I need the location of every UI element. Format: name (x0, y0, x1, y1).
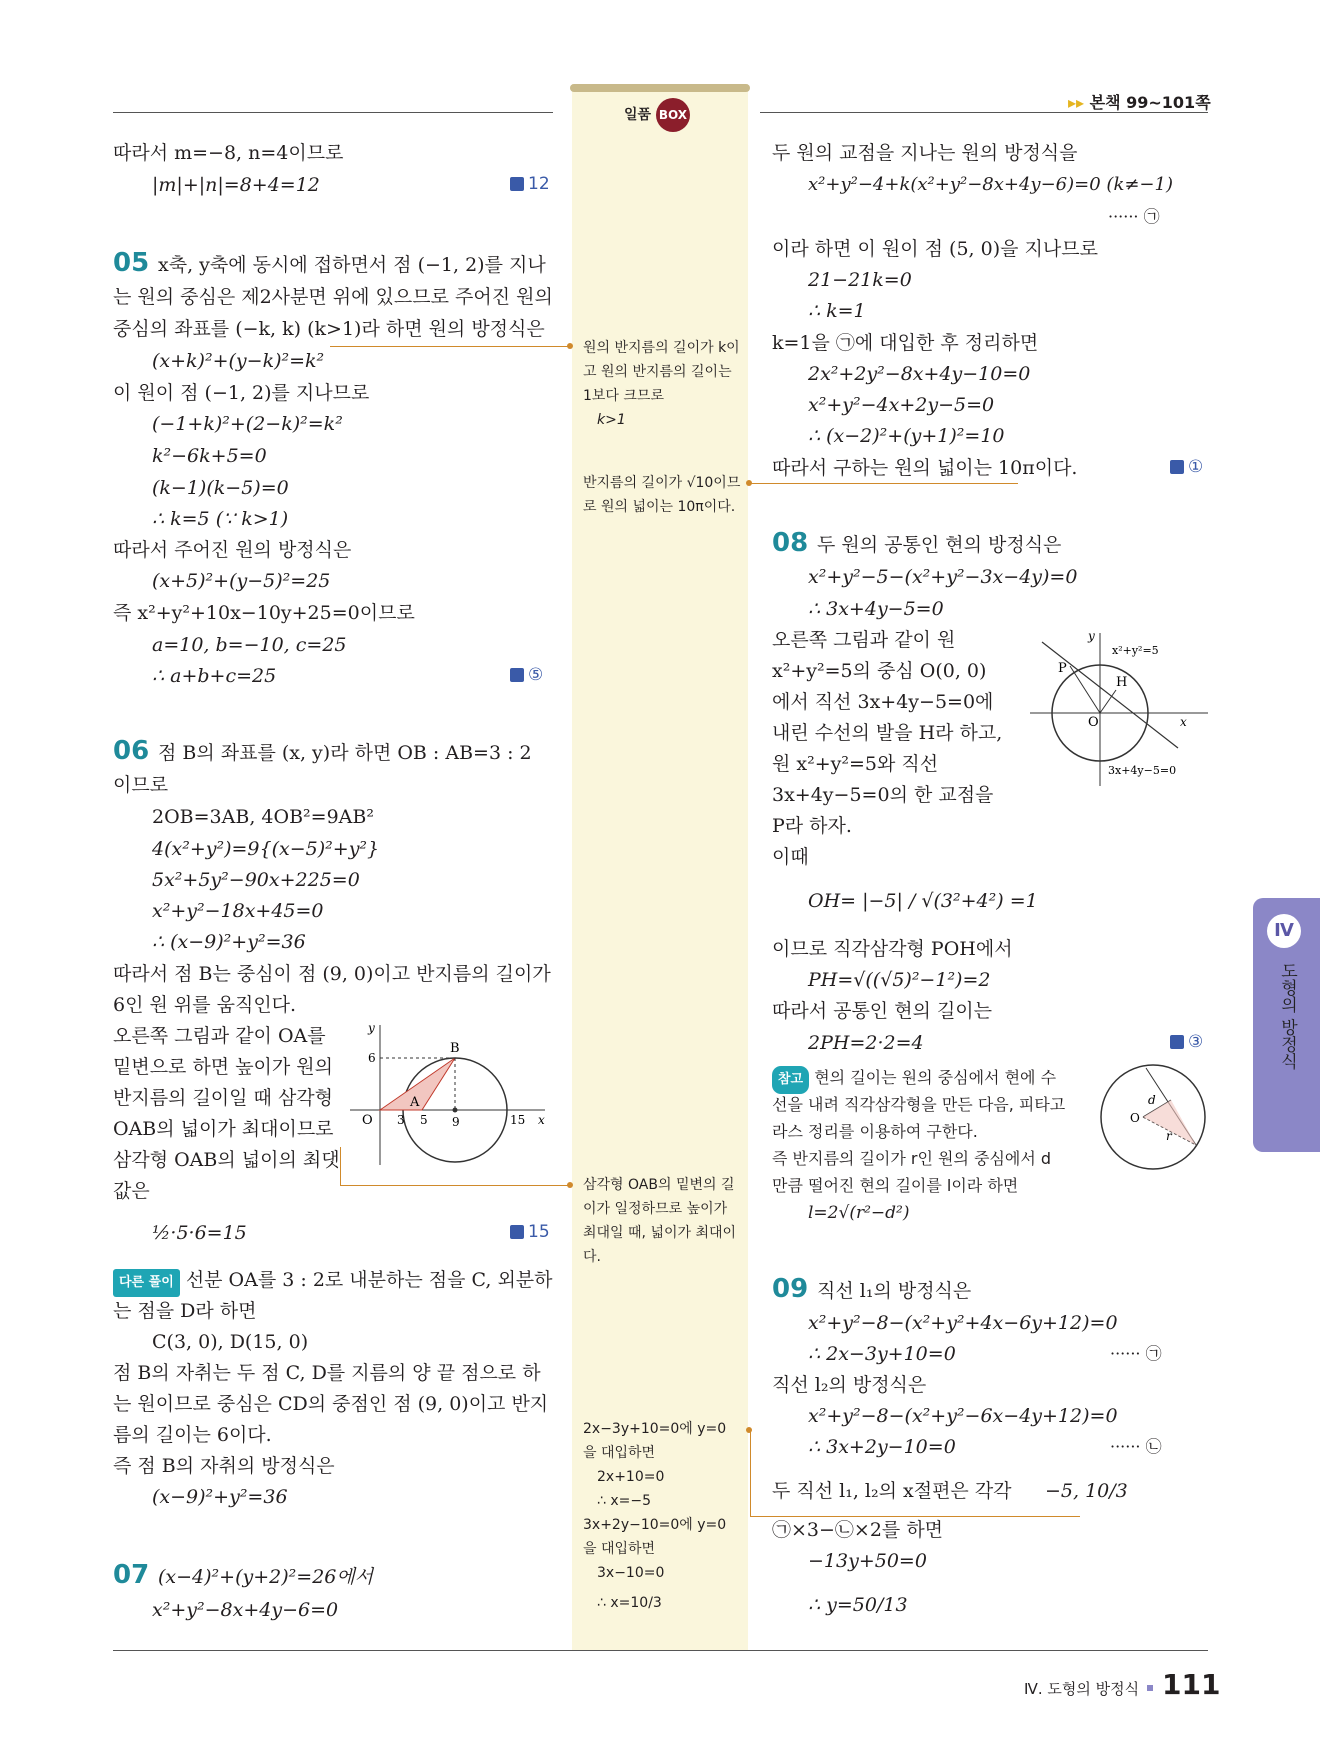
p09-line: ∴ 2x−3y+10=0 (808, 1343, 956, 1365)
alt-line: 즉 점 B의 자취의 방정식은 (113, 1455, 335, 1477)
alt-line: 는 원이므로 중심은 CD의 중점인 점 (9, 0)이고 반지 (113, 1393, 549, 1415)
alt-line: 점 B의 자취는 두 점 C, D를 지름의 양 끝 점으로 하 (113, 1362, 541, 1384)
answer-text: 15 (528, 1222, 550, 1242)
label-y: y (1088, 629, 1095, 643)
p06-line: 5x²+5y²−90x+225=0 (152, 869, 360, 891)
brand-prefix: 일품 (624, 107, 652, 123)
p08-line: P라 하자. (772, 815, 852, 837)
chord-line (1042, 642, 1178, 748)
r-line: x²+y²−4x+2y−5=0 (808, 394, 995, 416)
p08-line: 이므로 직각삼각형 POH에서 (772, 938, 1013, 960)
page-reference (1068, 90, 1211, 113)
p08-line: OH= |−5| / √(3²+4²) =1 (808, 890, 1038, 912)
p08-line: 따라서 공통인 현의 길이는 (772, 1000, 993, 1022)
p08-line: ∴ 3x+4y−5=0 (808, 598, 944, 620)
header-rule-left (113, 112, 553, 113)
connector-05 (330, 346, 570, 347)
p09-line: ∴ y=50/13 (808, 1594, 908, 1616)
answer-icon (510, 177, 524, 191)
answer-badge (510, 665, 543, 685)
answer-text: 12 (528, 174, 550, 194)
connector-05-dot (567, 343, 573, 349)
alt-line: 는 점을 D라 하면 (113, 1300, 257, 1322)
note-1-line: 원의 반지름의 길이가 k이 (583, 340, 740, 356)
p05-line: (x+5)²+(y−5)²=25 (152, 570, 331, 592)
r-line: 21−21k=0 (808, 269, 912, 291)
figure-08 (1030, 628, 1210, 788)
note-4-line: 을 대입하면 (583, 1445, 656, 1461)
p09-line: x²+y²−8−(x²+y²+4x−6y+12)=0 (808, 1312, 1118, 1334)
p05-line: k²−6k+5=0 (152, 445, 267, 467)
reference-tag: 참고 (772, 1066, 809, 1094)
connector-07-dot (746, 480, 752, 486)
note-4-line: ∴ x=10/3 (597, 1595, 662, 1611)
alt-line: C(3, 0), D(15, 0) (152, 1331, 309, 1353)
p08-line: x²+y²−5−(x²+y²−3x−4y)=0 (808, 566, 1078, 588)
figure-reference (1096, 1060, 1210, 1174)
ref-label-o: O (1130, 1111, 1140, 1125)
p08-line: 에서 직선 3x+4y−5=0에 (772, 691, 994, 713)
p09-line: 두 직선 l₁, l₂의 x절편은 각각 (772, 1480, 1012, 1502)
r-line: 따라서 구하는 원의 넓이는 10π이다. (772, 457, 1078, 479)
reference-line: 즉 반지름의 길이가 r인 원의 중심에서 d (772, 1149, 1052, 1168)
answer-badge (1170, 457, 1203, 477)
answer-text: ① (1188, 457, 1204, 477)
note-3-line: 삼각형 OAB의 밑변의 길 (583, 1177, 735, 1193)
reference-text: 현의 길이는 원의 중심에서 현에 수 (814, 1068, 1057, 1087)
footer-rule (113, 1650, 1208, 1651)
ref-label-d: d (1148, 1093, 1156, 1107)
note-4-line: 2x−3y+10=0에 y=0 (583, 1421, 727, 1437)
note-3-line: 다. (583, 1249, 601, 1265)
p08-line: 내린 수선의 발을 H라 하고, (772, 722, 1003, 744)
connector-09 (750, 1430, 751, 1516)
answer-badge (1170, 1032, 1203, 1052)
brand-box-badge: BOX (656, 98, 690, 132)
p05-line: x축, y축에 동시에 접하면서 점 (−1, 2)를 지나 (158, 254, 546, 276)
alt-line: (x−9)²+y²=36 (152, 1486, 288, 1508)
p06-line: ∴ (x−9)²+y²=36 (152, 931, 306, 953)
chapter-side-title: 도형의 방정식 (1277, 962, 1297, 1070)
reference-line: 만큼 떨어진 현의 길이를 l이라 하면 (772, 1176, 1019, 1195)
p07-line: (x−4)²+(y+2)²=26에서 (158, 1566, 374, 1588)
tick-15: 15 (510, 1113, 526, 1127)
p06-line: 오른쪽 그림과 같이 OA를 (113, 1025, 326, 1047)
connector-09-dot (746, 1427, 752, 1433)
p05-line: 는 원의 중심은 제2사분면 위에 있으므로 주어진 원의 (113, 286, 553, 308)
p09-line: x²+y²−8−(x²+y²−6x−4y+12)=0 (808, 1405, 1118, 1427)
p08-line: 원 x²+y²=5와 직선 (772, 753, 939, 775)
p05-line: ∴ k=5 (∵ k>1) (152, 508, 289, 530)
p09-line: ······ ㉠ (1110, 1344, 1162, 1363)
answer-text: ③ (1188, 1032, 1204, 1052)
r-line: ∴ k=1 (808, 300, 866, 322)
p09-line: ∴ 3x+2y−10=0 (808, 1436, 956, 1458)
answer-text: ⑤ (528, 665, 544, 685)
p05-line: a=10, b=−10, c=25 (152, 634, 347, 656)
chapter-side-tab[interactable] (1253, 898, 1320, 1152)
problem-number: 05 (113, 248, 150, 278)
r-line: 두 원의 교점을 지나는 원의 방정식을 (772, 142, 1078, 164)
p08-line: 두 원의 공통인 현의 방정식은 (817, 534, 1062, 556)
r-line: ∴ (x−2)²+(y+1)²=10 (808, 425, 1005, 447)
alt-solution-tag: 다른 풀이 (113, 1269, 180, 1297)
note-3-line: 이가 일정하므로 높이가 (583, 1201, 728, 1217)
label-eq: x²+y²=5 (1112, 644, 1159, 657)
r-line: k=1을 ㉠에 대입한 후 정리하면 (772, 332, 1039, 354)
brand-label (624, 98, 690, 132)
connector-07 (750, 483, 1018, 484)
problem-number: 06 (113, 736, 150, 766)
p05-line: (k−1)(k−5)=0 (152, 477, 289, 499)
reference-line: l=2√(r²−d²) (808, 1203, 910, 1223)
label-x: x (1180, 715, 1187, 729)
footer-chapter: Ⅳ. 도형의 방정식 (1024, 1680, 1140, 1698)
p08-line: 3x+4y−5=0의 한 교점을 (772, 784, 994, 806)
alt-solution-line (113, 1267, 553, 1297)
connector-06b (340, 1185, 570, 1186)
p08-line: x²+y²=5의 중심 O(0, 0) (772, 660, 987, 682)
p05-line: 이 원이 점 (−1, 2)를 지나므로 (113, 382, 370, 404)
label-h: H (1116, 675, 1128, 690)
middle-column-band (572, 84, 748, 1650)
tick-6: 6 (368, 1051, 376, 1065)
note-1-line: 고 원의 반지름의 길이는 (583, 364, 732, 380)
p06-line: x²+y²−18x+45=0 (152, 900, 324, 922)
p08-line: 2PH=2·2=4 (808, 1032, 924, 1054)
reference-line: 선을 내려 직각삼각형을 만든 다음, 피타고 (772, 1095, 1066, 1114)
problem-number: 09 (772, 1274, 809, 1304)
alt-solution-text: 선분 OA를 3 : 2로 내분하는 점을 C, 외분하 (185, 1269, 553, 1291)
p09-line: −5, 10/3 (1045, 1480, 1128, 1502)
p08-line: PH=√((√5)²−1²)=2 (808, 969, 991, 991)
note-3-line: 최대일 때, 넓이가 최대이 (583, 1225, 737, 1241)
note-4-line: 을 대입하면 (583, 1541, 656, 1557)
p05-line: 따라서 주어진 원의 방정식은 (113, 539, 352, 561)
tick-9: 9 (452, 1115, 460, 1129)
label-x: x (538, 1113, 545, 1127)
p06-line: 6인 원 위를 움직인다. (113, 994, 297, 1016)
figure-06 (350, 1020, 550, 1170)
p05-line: 즉 x²+y²+10x−10y+25=0이므로 (113, 602, 415, 624)
reference-line: 라스 정리를 이용하여 구한다. (772, 1122, 978, 1141)
left-line: |m|+|n|=8+4=12 (152, 174, 320, 196)
note-4-line: 3x+2y−10=0에 y=0 (583, 1517, 727, 1533)
label-b: B (450, 1041, 460, 1056)
p09-line: −13y+50=0 (808, 1550, 927, 1572)
note-1-line: k>1 (597, 412, 626, 428)
label-a: A (410, 1095, 420, 1110)
answer-badge (510, 174, 550, 194)
answer-icon (510, 1225, 524, 1239)
r-line: 이라 하면 이 원이 점 (5, 0)을 지나므로 (772, 238, 1098, 260)
p06-line: 값은 (113, 1180, 150, 1202)
r-line: x²+y²−4+k(x²+y²−8x+4y−6)=0 (k≠−1) (808, 174, 1173, 195)
r-line: 2x²+2y²−8x+4y−10=0 (808, 363, 1031, 385)
p05-line: (x+k)²+(y−k)²=k² (152, 350, 325, 372)
reference-line (772, 1065, 1056, 1094)
p06-line: 반지름의 길이일 때 삼각형 (113, 1087, 334, 1109)
p09-line: 직선 l₂의 방정식은 (772, 1374, 927, 1396)
p09-line: ······ ㉡ (1110, 1437, 1162, 1456)
footer-bullet (1147, 1685, 1153, 1691)
p06-line: ½·5·6=15 (152, 1222, 247, 1244)
tick-3: 3 (397, 1113, 405, 1127)
label-o: O (1088, 715, 1099, 730)
label-y: y (368, 1021, 375, 1035)
p07-line: x²+y²−8x+4y−6=0 (152, 1599, 339, 1621)
p06-line: 점 B의 좌표를 (x, y)라 하면 OB : AB=3 : 2 (158, 742, 532, 764)
p06-line: 2OB=3AB, 4OB²=9AB² (152, 806, 374, 828)
connector-06 (340, 1147, 341, 1185)
p06-line: 이므로 (113, 774, 169, 796)
connector-06-dot (567, 1182, 573, 1188)
p08-line: 오른쪽 그림과 같이 원 (772, 629, 956, 651)
page-number: 111 (1162, 1668, 1221, 1701)
segment-op (1070, 666, 1100, 713)
p06-line: 4(x²+y²)=9{(x−5)²+y²} (152, 838, 380, 860)
tick-5: 5 (420, 1113, 428, 1127)
p05-line: 중심의 좌표를 (−k, k) (k>1)라 하면 원의 방정식은 (113, 318, 545, 340)
answer-badge (510, 1222, 550, 1242)
p06-line: 삼각형 OAB의 넓이의 최댓 (113, 1149, 340, 1171)
p05-line: ∴ a+b+c=25 (152, 665, 277, 687)
p08-line: 이때 (772, 846, 809, 868)
problem-number: 08 (772, 528, 809, 558)
p06-line: 따라서 점 B는 중심이 점 (9, 0)이고 반지름의 길이가 (113, 963, 551, 985)
p09-line: ㉠×3−㉡×2를 하면 (772, 1519, 944, 1541)
answer-icon (510, 668, 524, 682)
chapter-numeral-badge: Ⅳ (1267, 914, 1301, 948)
p06-line: OAB의 넓이가 최대이므로 (113, 1118, 334, 1140)
center-dot (453, 1108, 458, 1113)
ref-label-r: r (1166, 1129, 1172, 1143)
ref-text: 본책 99~101쪽 (1089, 93, 1211, 112)
note-4-line: ∴ x=−5 (597, 1493, 652, 1509)
label-p: P (1058, 661, 1067, 676)
label-line: 3x+4y−5=0 (1108, 764, 1177, 777)
answer-icon (1170, 460, 1184, 474)
note-4-line: 3x−10=0 (597, 1565, 665, 1581)
middle-column-cap (570, 84, 750, 92)
p05-line: (−1+k)²+(2−k)²=k² (152, 413, 343, 435)
note-2-line: 반지름의 길이가 √10이므 (583, 475, 741, 491)
problem-number: 07 (113, 1560, 150, 1590)
left-line: 따라서 m=−8, n=4이므로 (113, 142, 344, 164)
alt-line: 름의 길이는 6이다. (113, 1424, 272, 1446)
note-1-line: 1보다 크므로 (583, 388, 664, 404)
r-line: ······ ㉠ (1108, 207, 1160, 226)
ref-arrow-icon: ▸▸ (1068, 93, 1085, 112)
p06-line: 밑변으로 하면 높이가 원의 (113, 1056, 334, 1078)
p09-line: 직선 l₁의 방정식은 (817, 1280, 972, 1302)
note-2-line: 로 원의 넓이는 10π이다. (583, 499, 736, 515)
answer-icon (1170, 1035, 1184, 1049)
label-o: O (362, 1113, 373, 1128)
note-4-line: 2x+10=0 (597, 1469, 665, 1485)
